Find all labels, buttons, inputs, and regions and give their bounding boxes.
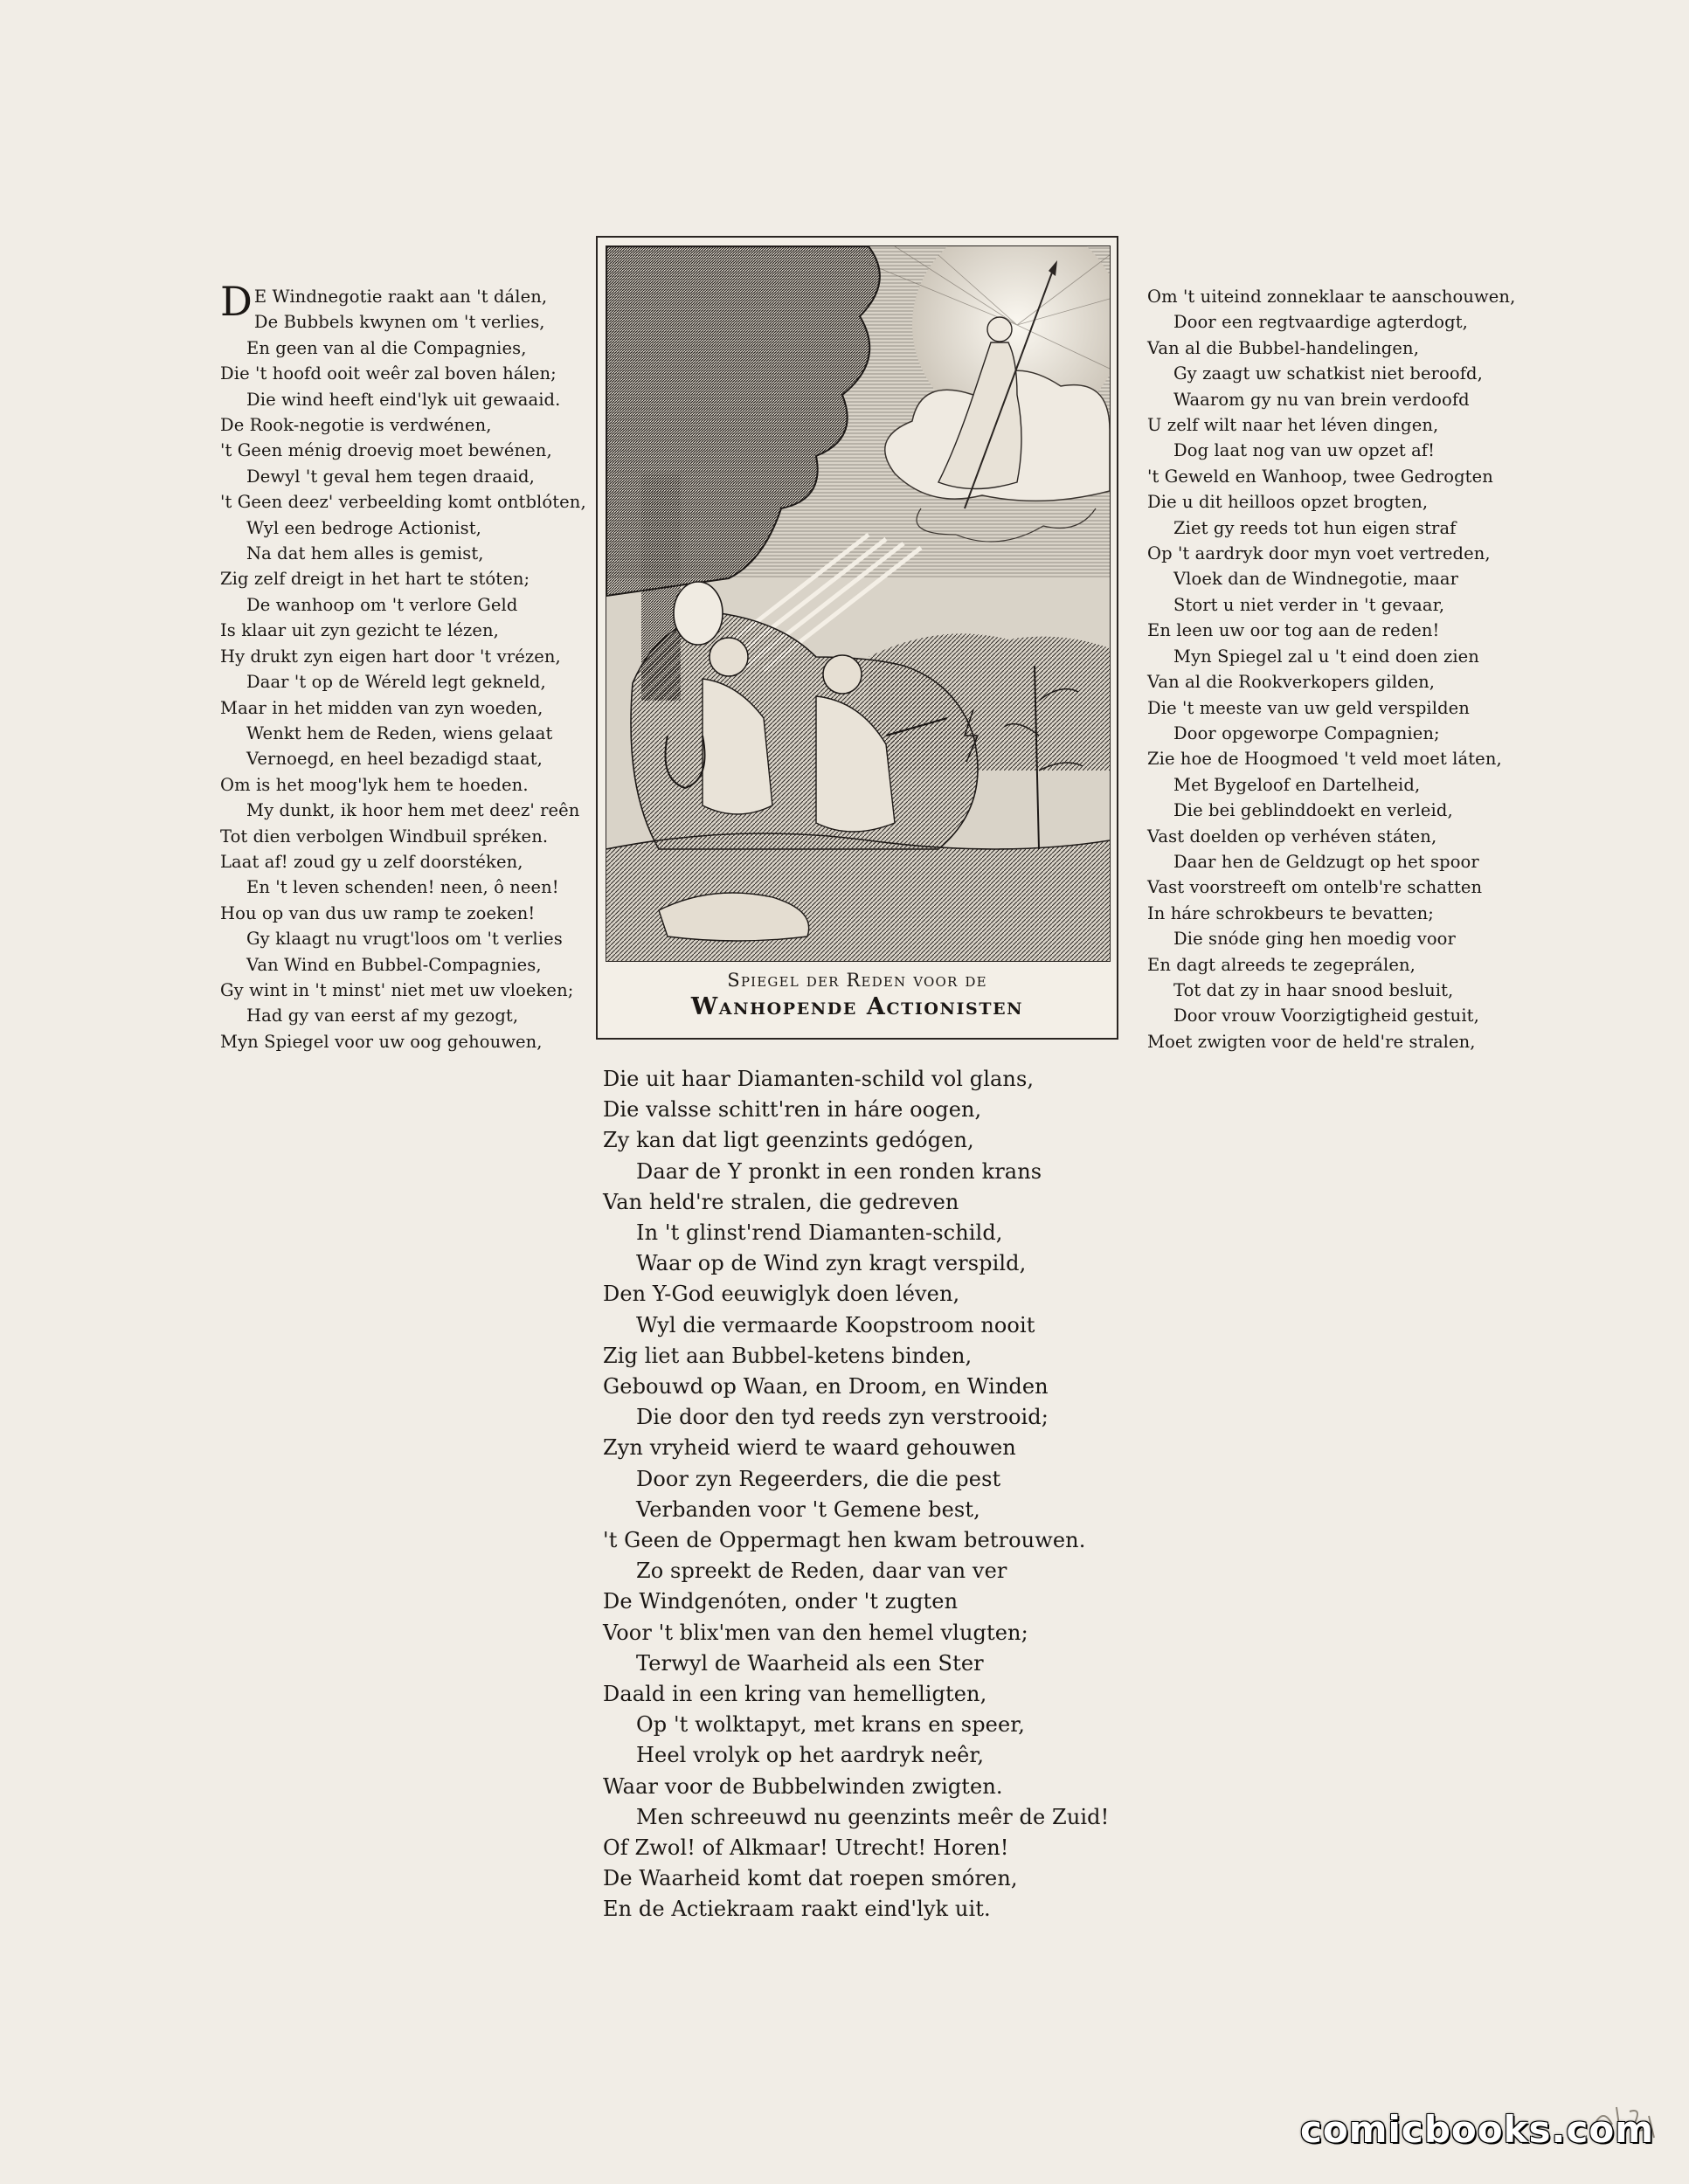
verse-line: Zy kan dat ligt geenzints gedógen, [603,1128,974,1153]
verse-line: Gy wint in 't minst' niet met uw vloeken; [220,979,574,1000]
verse-line: De Rook-negotie is verdwénen, [220,415,492,436]
verse-line: E Windnegotie raakt aan 't dálen, [253,287,548,307]
verse-line: Terwyl de Waarheid als een Ster [636,1650,984,1676]
verse-line: Had gy van eerst af my gezogt, [246,1006,519,1026]
verse-line: Die bei geblinddoekt en verleid, [1173,800,1453,821]
verse-line: Door vrouw Voorzigtigheid gestuit, [1173,1006,1479,1026]
drop-cap: D [220,278,253,325]
verse-line: En geen van al die Compagnies, [246,337,527,358]
verse-line: Voor 't blix'men van den hemel vlugten; [603,1620,1028,1645]
verse-line: Zig zelf dreigt in het hart te stóten; [220,569,530,590]
verse-line: En de Actiekraam raakt eind'lyk uit. [603,1897,991,1922]
verse-line: Van Wind en Bubbel-Compagnies, [246,954,542,975]
verse-line: Op 't aardryk door myn voet vertreden, [1147,543,1491,564]
verse-line: Laat af! zoud gy u zelf doorstéken, [220,851,523,872]
verse-line: Men schreeuwd nu geenzints meêr de Zuid! [636,1804,1110,1829]
verse-line: En 't leven schenden! neen, ô neen! [246,877,559,898]
verse-line: Die u dit heilloos opzet brogten, [1147,492,1429,513]
verse-line: Maar in het midden van zyn woeden, [220,697,543,718]
verse-line: Om is het moog'lyk hem te hoeden. [220,774,529,795]
verse-line: Van held're stralen, die gedreven [603,1189,959,1214]
engraving-image [606,245,1111,962]
verse-line: Wenkt hem de Reden, wiens gelaat [246,722,553,743]
verse-line: Waarom gy nu van brein verdoofd [1173,389,1470,410]
verse-column-left [220,278,586,1054]
verse-line: Daar hen de Geldzugt op het spoor [1173,851,1479,872]
verse-line: Tot dat zy in haar snood besluit, [1173,979,1454,1000]
caption-line-1: Spiegel der Reden voor de [727,970,987,991]
verse-line: 't Geen de Oppermagt hen kwam betrouwen. [603,1528,1086,1553]
verse-line: Is klaar uit zyn gezicht te lézen, [220,620,499,641]
verse-line: Die door den tyd reeds zyn verstrooid; [636,1405,1049,1430]
verse-line: Den Y-God eeuwiglyk doen léven, [603,1282,960,1307]
verse-line: Met Bygeloof en Dartelheid, [1173,774,1421,795]
verse-line: Vernoegd, en heel bezadigd staat, [246,749,543,770]
allegory-illustration [606,246,1110,961]
verse-line: Vloek dan de Windnegotie, maar [1173,569,1459,590]
verse-line: Die snóde ging hen moedig voor [1173,929,1456,950]
verse-line: Ziet gy reeds tot hun eigen straf [1173,517,1457,538]
verse-line: Waar voor de Bubbelwinden zwigten. [603,1773,1003,1799]
verse-line: En leen uw oor tog aan de reden! [1147,620,1440,641]
caption-line-2: Wanhopende Actionisten [690,993,1024,1020]
verse-column-right [1147,284,1515,1054]
verse-line: Waar op de Wind zyn kragt verspild, [636,1251,1027,1276]
verse-line: Die 't hoofd ooit weêr zal boven hálen; [220,363,557,384]
verse-line: De wanhoop om 't verlore Geld [246,594,518,615]
verse-line: Hou op van dus uw ramp te zoeken! [220,902,536,923]
verse-line: De Windgenóten, onder 't zugten [603,1589,959,1614]
verse-line: Wyl die vermaarde Koopstroom nooit [636,1312,1035,1337]
verse-line: In háre schrokbeurs te bevatten; [1147,902,1434,923]
verse-line: Die uit haar Diamanten-schild vol glans, [603,1067,1035,1091]
verse-line: En dagt alreeds te zegeprálen, [1147,954,1416,975]
engraving-plate [596,236,1118,1040]
verse-line: Gy zaagt uw schatkist niet beroofd, [1173,363,1483,384]
verse-line: Tot dien verbolgen Windbuil spréken. [220,826,549,847]
verse-line: Daald in een kring van hemelligten, [603,1682,987,1707]
verse-line: Zyn vryheid wierd te waard gehouwen [603,1435,1016,1461]
verse-line: Hy drukt zyn eigen hart door 't vrézen, [220,646,561,667]
verse-line: Stort u niet verder in 't gevaar, [1173,594,1445,615]
verse-line: 't Geen ménig droevig moet bewénen, [220,440,552,461]
verse-line: Of Zwol! of Alkmaar! Utrecht! Horen! [603,1835,1009,1861]
verse-line: Door opgeworpe Compagnien; [1173,722,1440,743]
verse-line: Dog laat nog van uw opzet af! [1173,440,1436,461]
verse-line: De Waarheid komt dat roepen smóren, [603,1866,1018,1891]
verse-line: Wyl een bedroge Actionist, [246,517,481,538]
verse-line: Gy klaagt nu vrugt'loos om 't verlies [246,929,563,950]
verse-line: Myn Spiegel zal u 't eind doen zien [1173,646,1479,667]
verse-line: My dunkt, ik hoor hem met deez' reên [246,800,580,821]
verse-line: Daar 't op de Wéreld legt gekneld, [246,672,546,693]
verse-line: In 't glinst'rend Diamanten-schild, [636,1220,1003,1246]
verse-line: Door een regtvaardige agterdogt, [1173,312,1468,333]
verse-line: Heel vrolyk op het aardryk neêr, [636,1743,985,1768]
verse-line: U zelf wilt naar het léven dingen, [1147,415,1439,436]
verse-line: Die wind heeft eind'lyk uit gewaaid. [246,389,561,410]
verse-line: Die 't meeste van uw geld verspilden [1147,697,1470,718]
verse-column-center [603,1064,1109,1925]
verse-line: Zie hoe de Hoogmoed 't veld moet láten, [1147,749,1502,770]
verse-line: Zo spreekt de Reden, daar van ver [636,1559,1007,1584]
verse-line: Gebouwd op Waan, en Droom, en Winden [603,1374,1049,1400]
verse-line: Daar de Y pronkt in een ronden krans [636,1158,1042,1184]
verse-line: Na dat hem alles is gemist, [246,543,484,564]
verse-line: Die valsse schitt'ren in háre oogen, [603,1097,982,1123]
site-watermark: comicbooks.com [1300,2108,1654,2151]
verse-line: Zig liet aan Bubbel-ketens binden, [603,1343,973,1368]
verse-line: Van al die Bubbel-handelingen, [1147,337,1419,358]
verse-line: Door zyn Regeerders, die die pest [636,1466,1001,1491]
verse-line: Myn Spiegel voor uw oog gehouwen, [220,1031,543,1052]
verse-line: Op 't wolktapyt, met krans en speer, [636,1712,1025,1738]
verse-line: Vast voorstreeft om ontelb're schatten [1147,877,1483,898]
verse-line: 't Geen deez' verbeelding komt ontblóten, [220,492,586,513]
verse-line: Vast doelden op verhéven státen, [1147,826,1437,847]
verse-line: De Bubbels kwynen om 't verlies, [253,312,545,333]
verse-line: Van al die Rookverkopers gilden, [1147,672,1436,693]
verse-line: Verbanden voor 't Gemene best, [636,1496,980,1522]
verse-line: 't Geweld en Wanhoop, twee Gedrogten [1147,466,1493,487]
engraving-caption [606,968,1109,1022]
verse-line: Om 't uiteind zonneklaar te aanschouwen, [1147,287,1516,307]
verse-line: Dewyl 't geval hem tegen draaid, [246,466,535,487]
verse-line: Moet zwigten voor de held're stralen, [1147,1031,1476,1052]
